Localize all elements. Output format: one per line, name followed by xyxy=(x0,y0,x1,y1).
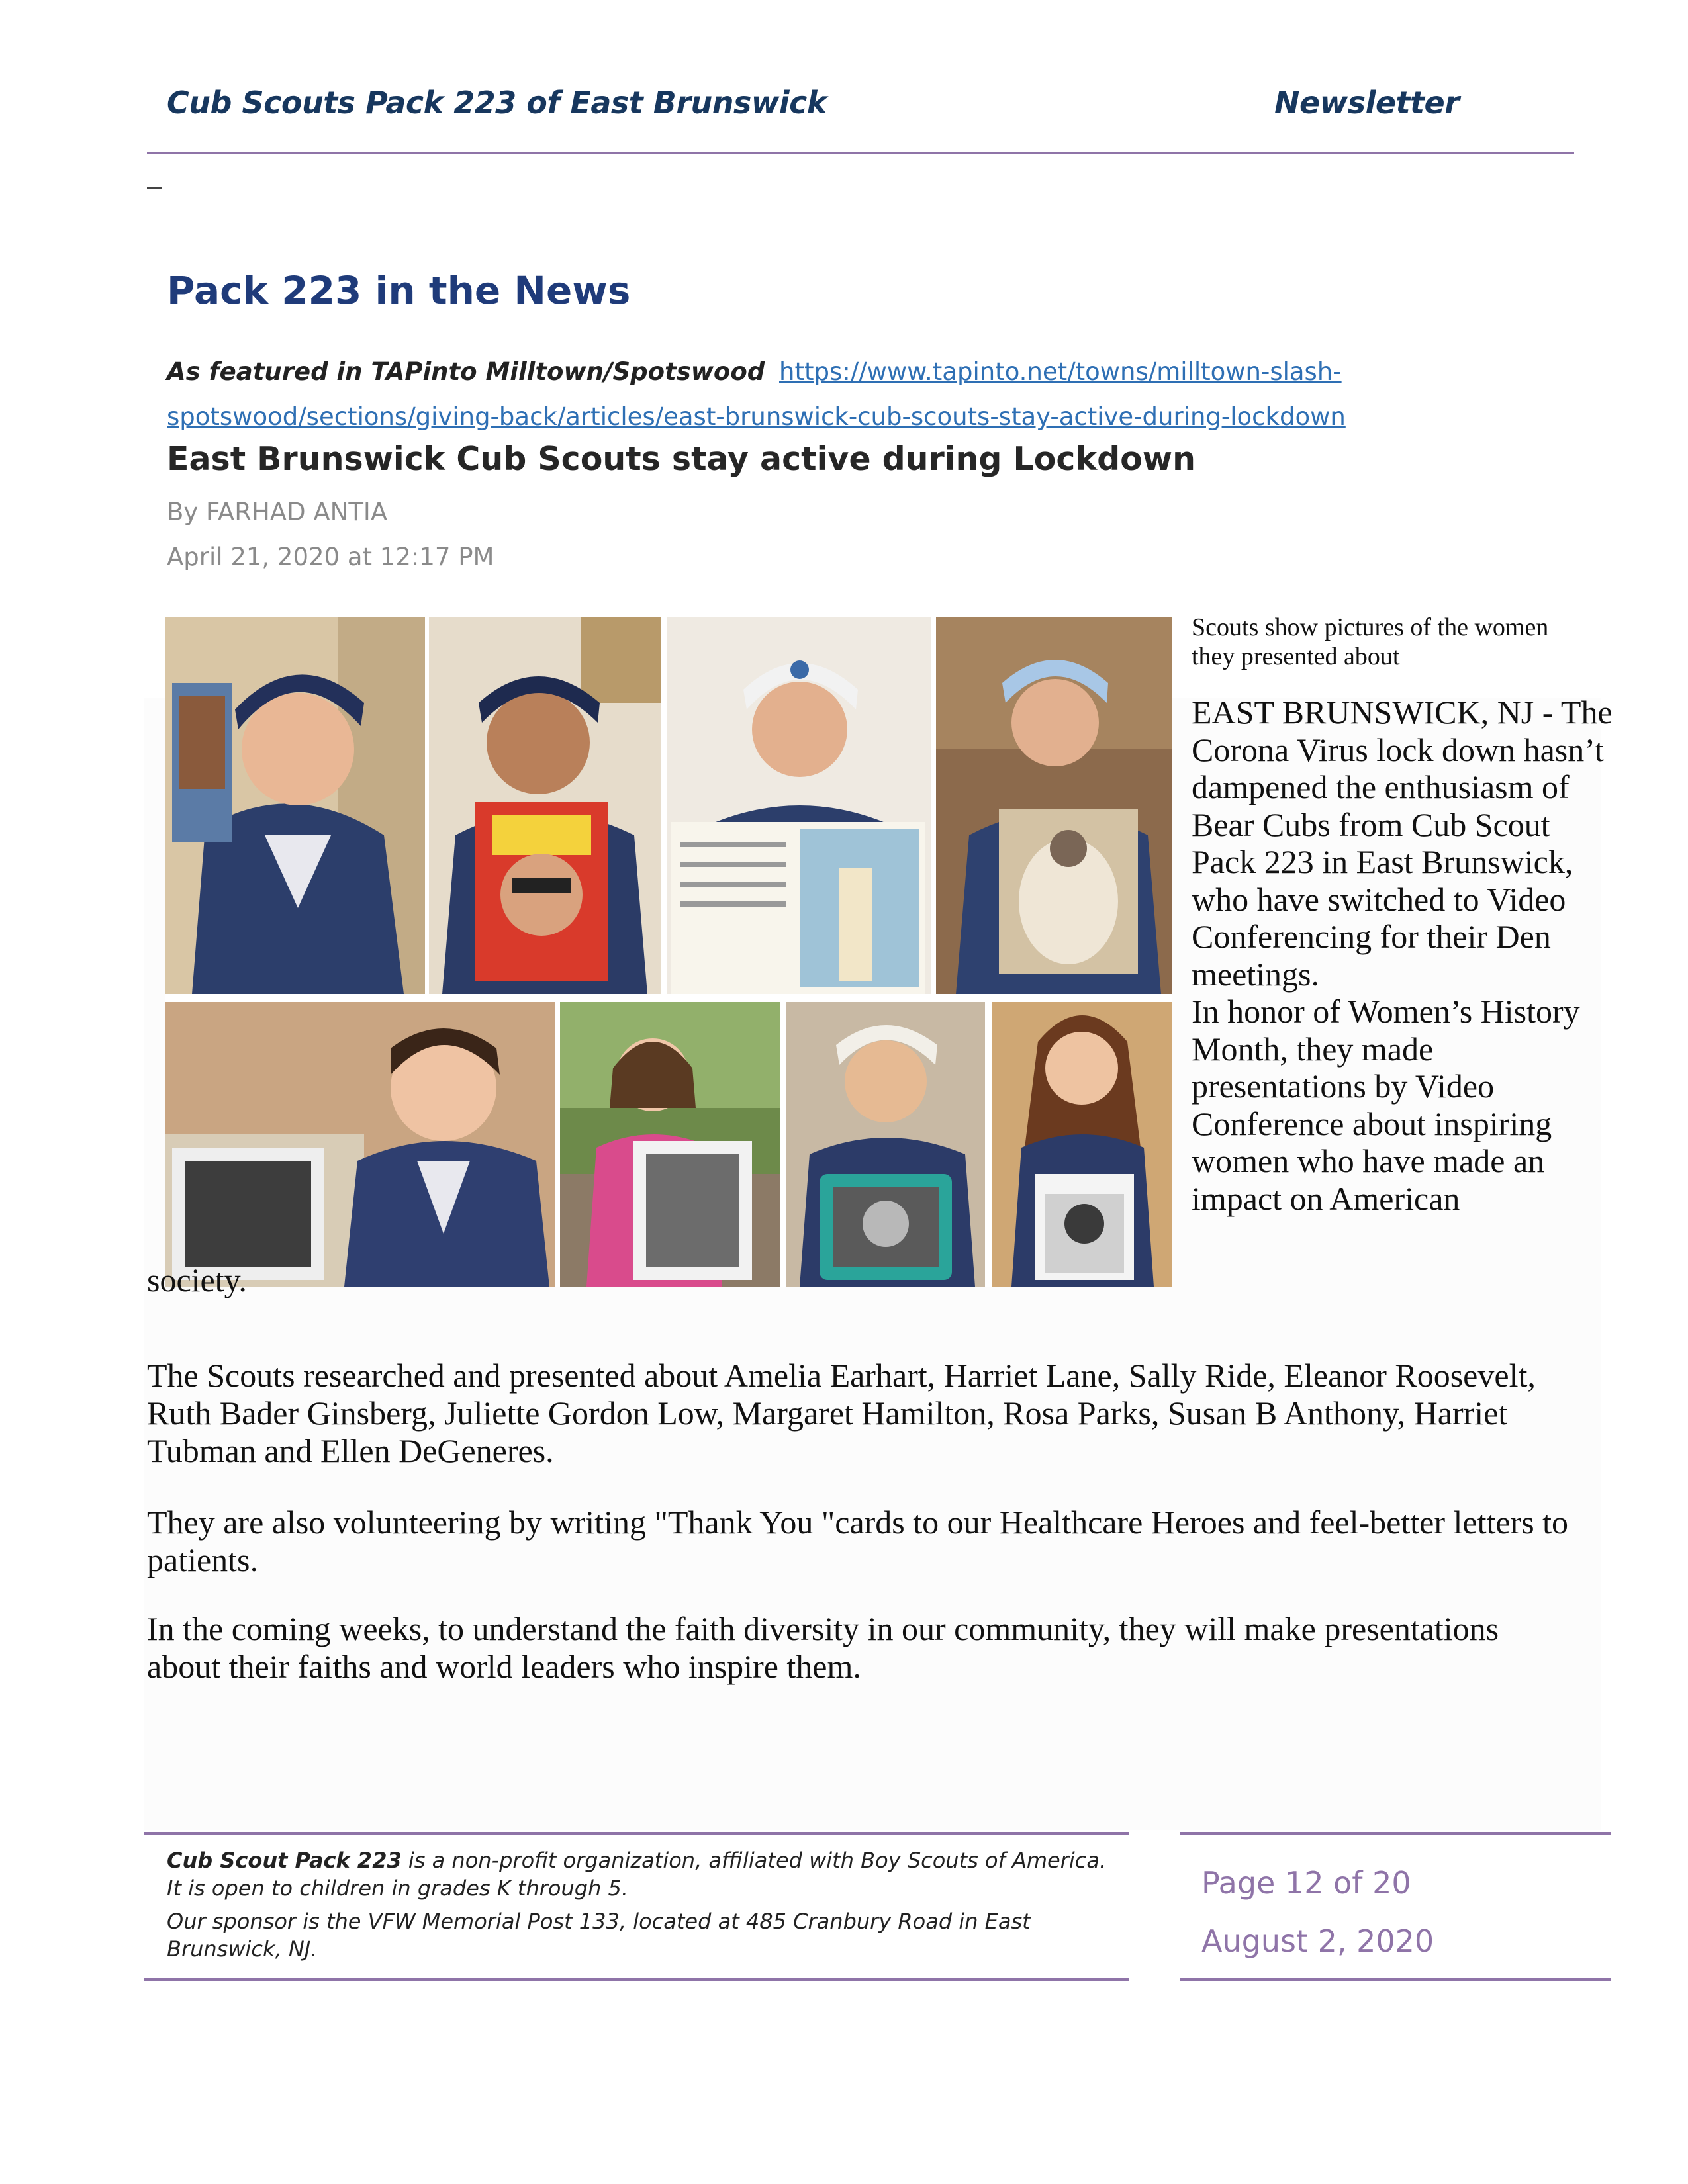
header-marker xyxy=(147,187,162,189)
featured-source xyxy=(167,349,1564,439)
header-divider xyxy=(147,152,1574,154)
intro-paragraph-1: EAST BRUNSWICK, NJ - The Corona Virus lock down hasn’t dampened the enthusiasm of Bear Cubs from Cub Scout Pack 223 in East Brunswick, who have switched to Video Conferencing for their Den meetings. xyxy=(1192,694,1613,993)
scout-photo-collage xyxy=(165,617,1172,1287)
photo-caption: Scouts show pictures of the women they presented about xyxy=(1192,614,1549,670)
article-paragraph-3: In the coming weeks, to understand the faith diversity in our community, they will make presentations about their faiths and world leaders who inspire them. xyxy=(147,1610,1499,1685)
article-headline: East Brunswick Cub Scouts stay active during Lockdown xyxy=(167,440,1196,478)
section-title: Pack 223 in the News xyxy=(167,268,631,313)
footer-sponsor: Our sponsor is the VFW Memorial Post 133, located at 485 Cranbury Road in East Brunswick, NJ. xyxy=(167,1909,1031,1962)
page-number: Page 12 of 20 xyxy=(1201,1865,1411,1901)
intro-tail: society. xyxy=(147,1261,247,1298)
scout-photo-6 xyxy=(560,1002,780,1287)
scout-photo-7 xyxy=(786,1002,985,1287)
footer-rule-top-left xyxy=(144,1832,1129,1835)
newsletter-label: Newsletter xyxy=(1274,85,1460,120)
article-intro xyxy=(1192,694,1615,1217)
article-byline: By FARHAD ANTIA xyxy=(167,498,388,526)
article-date: April 21, 2020 at 12:17 PM xyxy=(167,543,494,571)
scout-photo-8 xyxy=(992,1002,1172,1287)
footer-rule-top-right xyxy=(1180,1832,1611,1835)
scout-photo-1 xyxy=(165,617,425,994)
article-paragraph-2: They are also volunteering by writing "Thank You "cards to our Healthcare Heroes and feel-better letters to patients. xyxy=(147,1504,1569,1578)
article-link[interactable]: https://www.tapinto.net/towns/milltown-slash-spotswood/sections/giving-back/articles/east-brunswick-cub-scouts-stay-active-during-lockdown xyxy=(167,357,1346,431)
scout-photo-3 xyxy=(667,617,931,994)
newsletter-title: Cub Scouts Pack 223 of East Brunswick xyxy=(167,85,827,120)
footer-rule-bottom-left xyxy=(144,1978,1129,1981)
featured-label: As featured in TAPinto Milltown/Spotswood xyxy=(167,357,765,386)
footer-about xyxy=(167,1846,1107,1968)
footer-rule-bottom-right xyxy=(1180,1978,1611,1981)
article-paragraph-1: The Scouts researched and presented about Amelia Earhart, Harriet Lane, Sally Ride, Eleanor Roosevelt, Ruth Bader Ginsberg, Juliette Gordon Low, Margaret Hamilton, Rosa Parks, Susan B Anthony, Harriet Tubman and Ellen DeGeneres. xyxy=(147,1357,1536,1469)
scout-photo-5 xyxy=(165,1002,555,1287)
scout-photo-2 xyxy=(429,617,661,994)
footer-org-name: Cub Scout Pack 223 xyxy=(167,1848,402,1873)
scout-photo-4 xyxy=(936,617,1172,994)
footer-org-desc: is a non-profit organization, affiliated with Boy Scouts of America. It is open to children in grades K through 5. xyxy=(167,1848,1107,1901)
intro-paragraph-2: In honor of Women’s History Month, they made presentations by Video Conference about inspiring women who have made an impact on American xyxy=(1192,993,1580,1217)
issue-date: August 2, 2020 xyxy=(1201,1923,1434,1959)
